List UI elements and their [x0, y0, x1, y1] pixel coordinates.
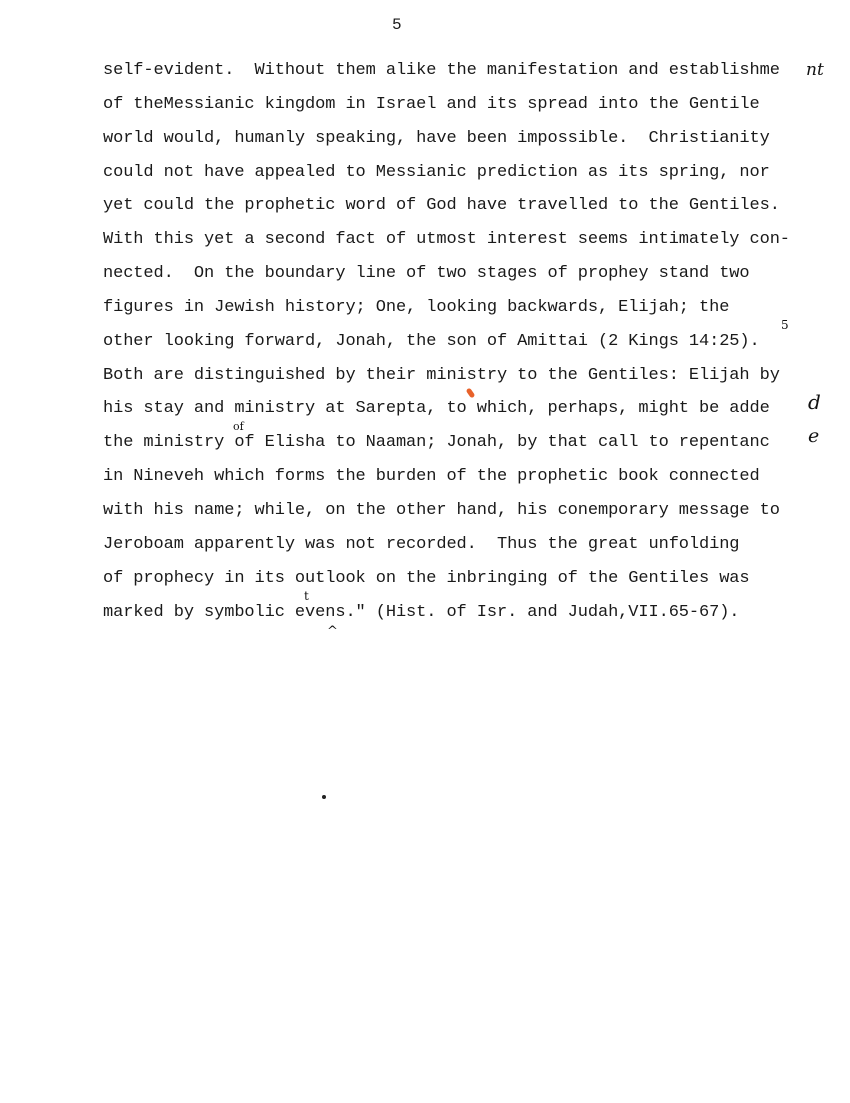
- handwritten-correction: nt: [806, 60, 824, 80]
- text-line: his stay and ministry at Sarepta, to which, perhaps, might be adde: [103, 399, 770, 419]
- text-line: other looking forward, Jonah, the son of Amittai (2 Kings 14:25).: [103, 331, 760, 351]
- handwritten-correction: t: [304, 589, 309, 603]
- handwritten-correction: e: [808, 425, 820, 447]
- text-line: of prophecy in its outlook on the inbringing of the Gentiles was: [103, 568, 750, 588]
- insertion-caret: ^: [327, 624, 338, 639]
- ink-dot: [322, 795, 326, 799]
- text-line: in Nineveh which forms the burden of the prophetic book connected: [103, 467, 760, 487]
- text-line: Both are distinguished by their ministry to the Gentiles: Elijah by: [103, 365, 780, 385]
- text-line: of theMessianic kingdom in Israel and its spread into the Gentile: [103, 94, 760, 114]
- text-line: self-evident. Without them alike the manifestation and establishme: [103, 61, 780, 80]
- text-line: world would, humanly speaking, have been impossible. Christianity: [103, 128, 770, 148]
- text-line: the ministry of Elisha to Naaman; Jonah, by that call to repentanc: [103, 433, 770, 453]
- text-line: nected. On the boundary line of two stages of prophey stand two: [103, 264, 750, 284]
- handwritten-correction: 5: [781, 318, 789, 332]
- text-line: yet could the prophetic word of God have travelled to the Gentiles.: [103, 196, 780, 216]
- text-line: could not have appealed to Messianic prediction as its spring, nor: [103, 162, 770, 182]
- text-line: marked by symbolic evens." (Hist. of Isr. and Judah,VII.65-67).: [103, 602, 740, 622]
- text-line: figures in Jewish history; One, looking backwards, Elijah; the: [103, 297, 730, 317]
- handwritten-correction: d: [808, 390, 821, 414]
- handwritten-correction: of: [233, 420, 244, 433]
- text-line: Jeroboam apparently was not recorded. Thus the great unfolding: [103, 534, 740, 554]
- text-line: with his name; while, on the other hand, his conemporary message to: [103, 500, 780, 520]
- document-body: [103, 54, 790, 629]
- text-line: With this yet a second fact of utmost interest seems intimately con-: [103, 230, 790, 250]
- page-number: 5: [392, 16, 402, 34]
